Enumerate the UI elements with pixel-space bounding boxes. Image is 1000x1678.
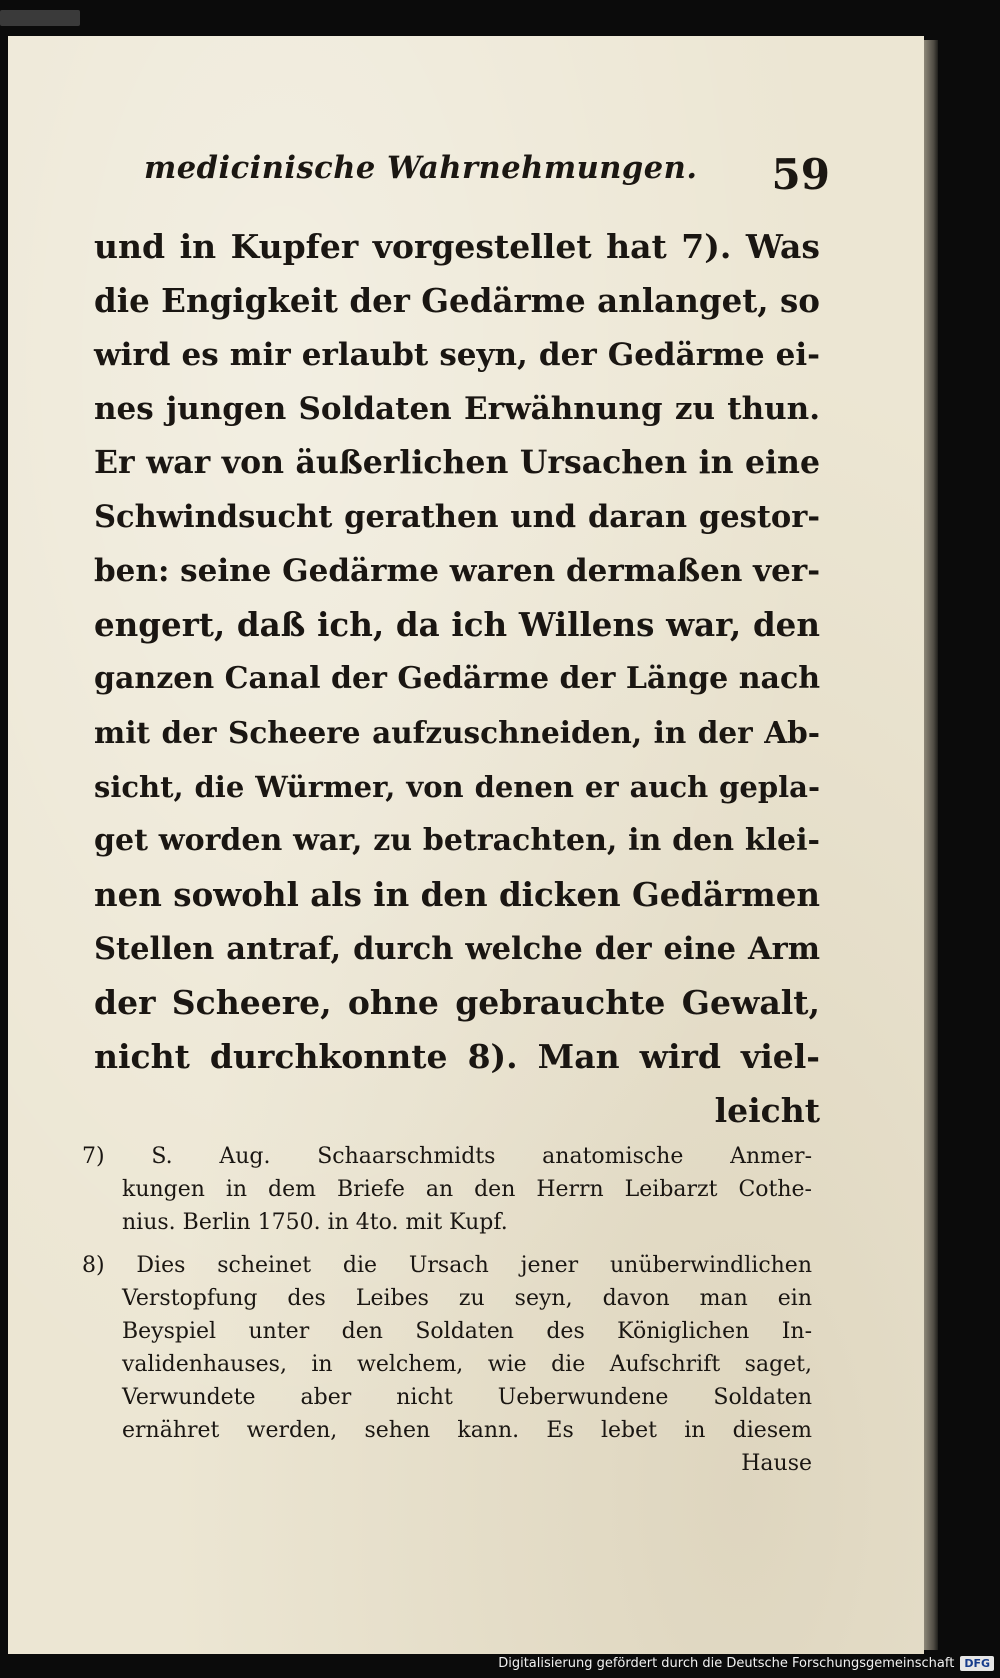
text-line: Stellen antraf, durch welche der eine Arm [94,931,820,967]
text-line: sicht, die Würmer, von denen er auch gepla- [94,770,820,804]
main-text-block [94,220,820,1138]
text-line: get worden war, zu betrachten, in den klei- [94,823,820,858]
scan-edge-tab [0,10,80,26]
text-line: ganzen Canal der Gedärme der Länge nach [94,661,821,696]
text-line: nen sowohl als in den dicken Gedärmen [94,875,820,914]
footnote-line: nius. Berlin 1750. in 4to. mit Kupf. [122,1210,508,1235]
text-line: Er war von äußerlichen Ursachen in eine [94,444,820,481]
running-head: medicinische Wahrnehmungen. [144,150,698,186]
footnote-7 [82,1140,812,1239]
page-edge-shadow [924,40,938,1650]
footnote-line: Verstopfung des Leibes zu seyn, davon man ein [122,1286,812,1311]
catchword: leicht [714,1091,820,1130]
text-line: mit der Scheere aufzuschneiden, in der Ab- [94,715,820,750]
text-line: wird es mir erlaubt seyn, der Gedärme ei- [94,337,820,373]
footnote-line: Beyspiel unter den Soldaten des Königlichen In- [122,1319,812,1344]
text-line: ben: seine Gedärme waren dermaßen ver- [94,553,821,589]
text-line: nicht durchkonnte 8). Man wird viel- [94,1037,820,1076]
footnote-line: Verwundete aber nicht Ueberwundene Soldaten [122,1385,812,1410]
text-line: und in Kupfer vorgestellet hat 7). Was [94,227,820,266]
footnote-8 [82,1249,812,1480]
page-header [130,144,832,208]
text-line: engert, daß ich, da ich Willens war, den [94,605,820,644]
footnotes [82,1140,812,1490]
text-line: der Scheere, ohne gebrauchte Gewalt, [94,983,820,1022]
footnote-line: 7) S. Aug. Schaarschmidts anatomische Anmer- [82,1144,812,1169]
digitization-footer [498,1652,994,1674]
footer-credit: Digitalisierung gefördert durch die Deutsche Forschungsgemeinschaft [498,1655,955,1671]
dfg-logo-icon: DFG [960,1656,994,1671]
text-line: Schwindsucht gerathen und daran gestor- [94,499,820,535]
page-number: 59 [771,150,830,199]
footnote-line: kungen in dem Briefe an den Herrn Leibarzt Cothe- [122,1177,812,1202]
footnote-line: 8) Dies scheinet die Ursach jener unüberwindlichen [82,1253,812,1278]
footnote-line: validenhauses, in welchem, wie die Aufschrift saget, [122,1352,812,1377]
footnote-catchword: Hause [741,1451,812,1476]
text-line: die Engigkeit der Gedärme anlanget, so [94,281,820,320]
footnote-line: ernähret werden, sehen kann. Es lebet in diesem [122,1418,812,1443]
text-line: nes jungen Soldaten Erwähnung zu thun. [94,391,820,427]
